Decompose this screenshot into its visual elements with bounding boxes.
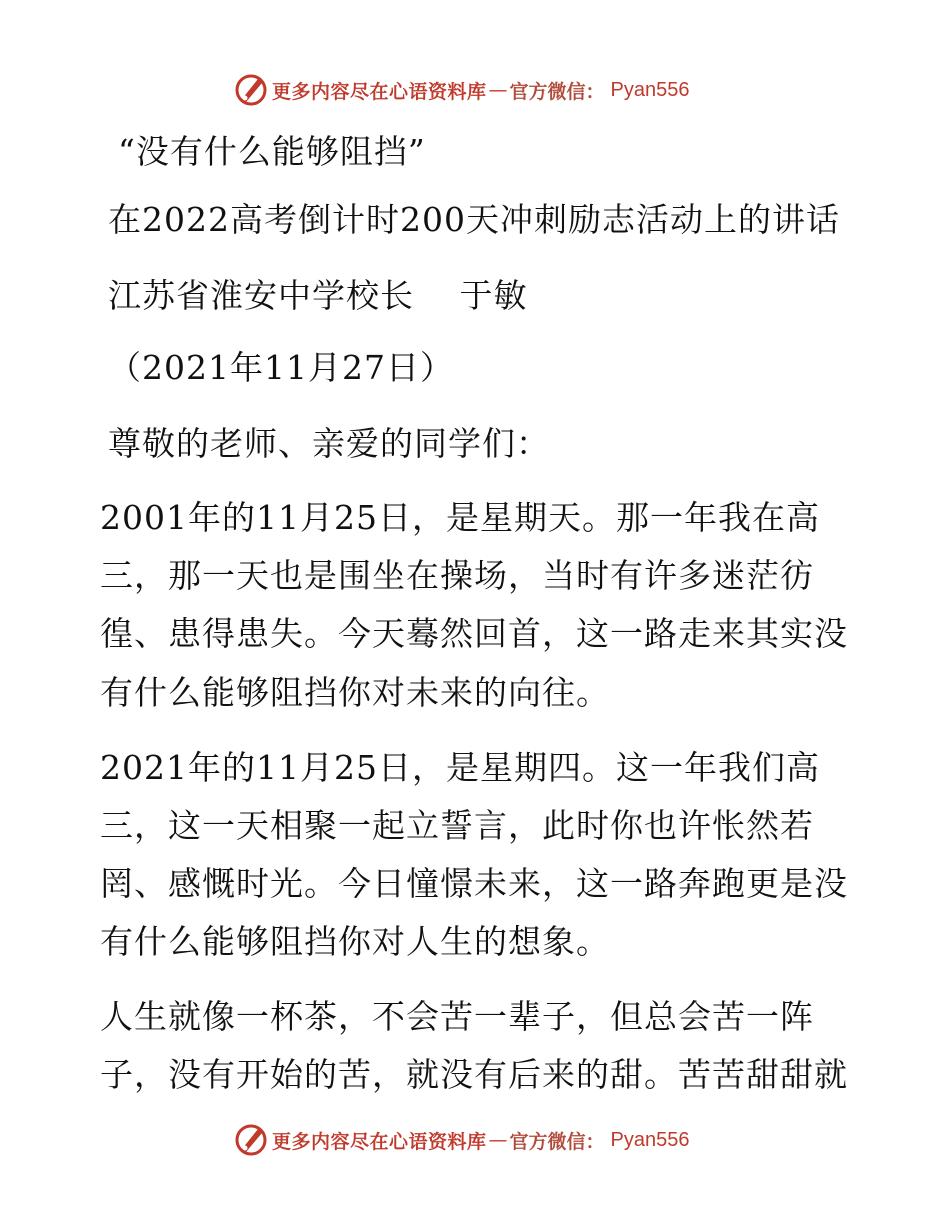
banner-separator: —: [488, 1129, 508, 1151]
banner-text: 更多内容尽在心语资料库: [272, 80, 487, 103]
footer-banner: [234, 1122, 690, 1158]
paragraph-line: 三，这一天相聚一起立誓言，此时你也许怅然若: [100, 806, 814, 845]
document-greeting: 尊敬的老师、亲爱的同学们：: [108, 424, 550, 463]
banner-text: 更多内容尽在心语资料库: [272, 1130, 487, 1153]
banner-wechat-label: 官方微信：: [509, 1130, 605, 1153]
paragraph-line: 2021年的11月25日，是星期四。这一年我们高: [100, 748, 820, 787]
paragraph-line: 人生就像一杯茶，不会苦一辈子，但总会苦一阵: [100, 997, 814, 1036]
document-subtitle: 在2022高考倒计时200天冲刺励志活动上的讲话: [108, 200, 840, 239]
brand-logo-icon: [234, 73, 268, 107]
banner-wechat-id: Pyan556: [610, 1128, 690, 1151]
document-title: “没有什么能够阻挡”: [118, 132, 426, 171]
paragraph-line: 徨、患得患失。今天蓦然回首，这一路走来其实没: [100, 614, 848, 653]
paragraph-line: 2001年的11月25日，是星期天。那一年我在高: [100, 498, 820, 537]
banner-separator: —: [488, 79, 508, 101]
banner-wechat-label: 官方微信：: [509, 80, 605, 103]
paragraph-line: 子，没有开始的苦，就没有后来的甜。苦苦甜甜就: [100, 1055, 848, 1094]
paragraph-line: 有什么能够阻挡你对未来的向往。: [100, 673, 610, 712]
document-author: 江苏省淮安中学校长 于敏: [108, 276, 528, 315]
header-banner: [234, 72, 690, 108]
paragraph-line: 有什么能够阻挡你对人生的想象。: [100, 922, 610, 961]
document-date: （2021年11月27日）: [108, 348, 454, 387]
paragraph-line: 罔、感慨时光。今日憧憬未来，这一路奔跑更是没: [100, 864, 848, 903]
brand-logo-icon: [234, 1123, 268, 1157]
paragraph-line: 三，那一天也是围坐在操场，当时有许多迷茫彷: [100, 556, 814, 595]
banner-wechat-id: Pyan556: [610, 78, 690, 101]
